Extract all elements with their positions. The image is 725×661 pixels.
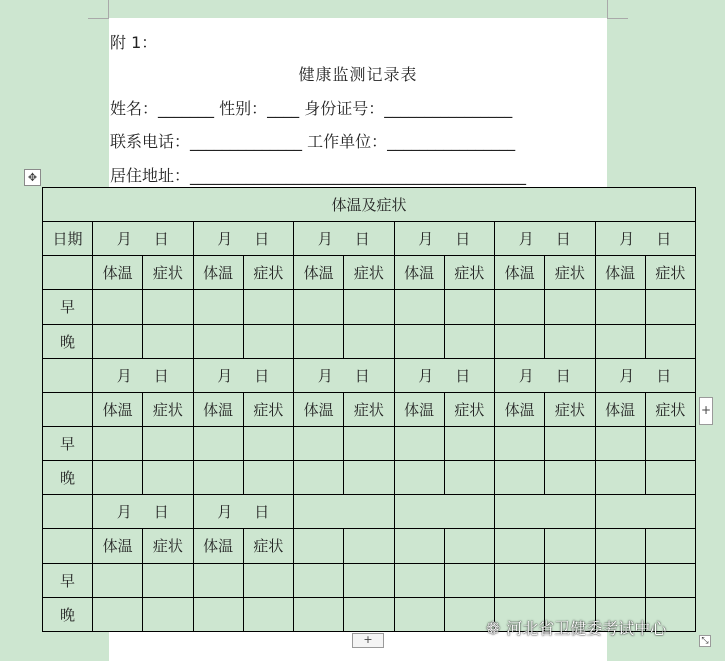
month-label: 月 [619, 366, 635, 385]
health-log-table [42, 187, 696, 632]
empty-cell[interactable] [495, 529, 545, 563]
entry-cell[interactable] [193, 597, 243, 631]
day-label: 日 [254, 366, 270, 385]
entry-cell[interactable] [193, 290, 243, 324]
id-label: 身份证号： [304, 99, 385, 118]
day-label: 日 [656, 230, 672, 249]
date-row [43, 358, 696, 392]
entry-cell[interactable] [394, 563, 444, 597]
entry-cell[interactable] [545, 426, 595, 460]
symptom-header: 症状 [645, 392, 695, 426]
phone-row [110, 129, 515, 152]
temperature-header: 体温 [193, 256, 243, 290]
entry-cell[interactable] [344, 324, 394, 358]
month-label: 月 [317, 230, 333, 249]
entry-cell[interactable] [294, 461, 344, 495]
entry-cell[interactable] [495, 563, 545, 597]
section-title-row [43, 188, 696, 222]
entry-cell[interactable] [394, 461, 444, 495]
date-cell [93, 222, 194, 256]
month-label: 月 [116, 366, 132, 385]
entry-cell[interactable] [93, 563, 143, 597]
symptom-header: 症状 [444, 256, 494, 290]
entry-cell[interactable] [344, 563, 394, 597]
id-blank[interactable]: ________________ [384, 99, 513, 118]
date-cell [193, 358, 294, 392]
empty-cell[interactable] [444, 529, 494, 563]
phone-label: 联系电话： [110, 132, 191, 151]
entry-cell[interactable] [143, 426, 193, 460]
empty-cell[interactable] [294, 529, 344, 563]
empty-date-cell[interactable] [495, 495, 596, 529]
morning-label: 早 [43, 290, 93, 324]
address-label: 居住地址： [110, 166, 191, 185]
symptom-header: 症状 [545, 392, 595, 426]
month-label: 月 [217, 366, 233, 385]
month-label: 月 [116, 230, 132, 249]
entry-cell[interactable] [294, 563, 344, 597]
month-label: 月 [518, 366, 534, 385]
entry-cell[interactable] [243, 324, 293, 358]
symptom-header: 症状 [143, 392, 193, 426]
entry-cell[interactable] [545, 290, 595, 324]
temperature-header: 体温 [294, 256, 344, 290]
subheader-row [43, 256, 696, 290]
temperature-header: 体温 [394, 256, 444, 290]
month-label: 月 [317, 366, 333, 385]
entry-cell[interactable] [344, 597, 394, 631]
morning-label: 早 [43, 426, 93, 460]
symptom-header: 症状 [344, 392, 394, 426]
month-label: 月 [217, 230, 233, 249]
symptom-header: 症状 [243, 529, 293, 563]
date-cell [595, 358, 696, 392]
entry-cell[interactable] [444, 324, 494, 358]
date-cell [193, 495, 294, 529]
entry-cell[interactable] [294, 426, 344, 460]
temperature-header: 体温 [595, 256, 645, 290]
temperature-header: 体温 [495, 392, 545, 426]
crop-mark [607, 18, 628, 19]
month-label: 月 [619, 230, 635, 249]
entry-cell[interactable] [93, 426, 143, 460]
month-label: 月 [518, 230, 534, 249]
morning-row [43, 563, 696, 597]
entry-cell[interactable] [143, 563, 193, 597]
gender-blank[interactable]: ____ [267, 99, 300, 118]
address-row [110, 163, 526, 186]
name-row [110, 96, 512, 119]
entry-cell[interactable] [394, 324, 444, 358]
entry-cell[interactable] [595, 426, 645, 460]
address-blank[interactable]: __________________________________________ [190, 166, 527, 185]
morning-row [43, 426, 696, 460]
date-cell [294, 222, 395, 256]
entry-cell[interactable] [545, 461, 595, 495]
entry-cell[interactable] [595, 563, 645, 597]
temperature-header: 体温 [93, 392, 143, 426]
day-label: 日 [656, 366, 672, 385]
entry-cell[interactable] [193, 461, 243, 495]
entry-cell[interactable] [243, 290, 293, 324]
month-label: 月 [217, 503, 233, 522]
empty-date-cell[interactable] [595, 495, 696, 529]
entry-cell[interactable] [344, 426, 394, 460]
day-label: 日 [455, 230, 471, 249]
evening-label: 晚 [43, 461, 93, 495]
phone-blank[interactable]: ______________ [190, 132, 303, 151]
annex-label: 附 1： [110, 33, 158, 52]
morning-row [43, 290, 696, 324]
symptom-header: 症状 [243, 256, 293, 290]
empty-cell[interactable] [344, 529, 394, 563]
symptom-header: 症状 [344, 256, 394, 290]
entry-cell[interactable] [93, 290, 143, 324]
wechat-icon: ❁ [486, 619, 501, 639]
temperature-header: 体温 [294, 392, 344, 426]
date-row [43, 222, 696, 256]
entry-cell[interactable] [344, 461, 394, 495]
empty-cell[interactable] [595, 529, 645, 563]
entry-cell[interactable] [595, 324, 645, 358]
form-title: 健康监测记录表 [298, 65, 418, 84]
evening-row [43, 324, 696, 358]
date-label: 日期 [43, 222, 93, 256]
crop-mark [88, 18, 109, 19]
crop-mark [108, 0, 109, 18]
name-label: 姓名： [110, 99, 159, 118]
temperature-header: 体温 [394, 392, 444, 426]
symptom-header: 症状 [645, 256, 695, 290]
month-label: 月 [116, 503, 132, 522]
blank-cell [43, 392, 93, 426]
entry-cell[interactable] [193, 563, 243, 597]
name-blank[interactable]: _______ [158, 99, 215, 118]
symptom-header: 症状 [143, 256, 193, 290]
blank-cell [43, 256, 93, 290]
entry-cell[interactable] [495, 324, 545, 358]
empty-date-cell[interactable] [294, 495, 395, 529]
symptom-header: 症状 [243, 392, 293, 426]
entry-cell[interactable] [143, 597, 193, 631]
empty-cell[interactable] [394, 529, 444, 563]
symptom-header: 症状 [545, 256, 595, 290]
day-label: 日 [455, 366, 471, 385]
entry-cell[interactable] [545, 563, 595, 597]
temperature-header: 体温 [193, 529, 243, 563]
day-label: 日 [354, 366, 370, 385]
work-label: 工作单位： [307, 132, 388, 151]
entry-cell[interactable] [645, 324, 695, 358]
month-label: 月 [418, 230, 434, 249]
entry-cell[interactable] [193, 324, 243, 358]
entry-cell[interactable] [495, 461, 545, 495]
date-cell [394, 358, 495, 392]
symptom-header: 症状 [143, 529, 193, 563]
entry-cell[interactable] [645, 426, 695, 460]
entry-cell[interactable] [444, 461, 494, 495]
temperature-header: 体温 [193, 392, 243, 426]
evening-label: 晚 [43, 324, 93, 358]
entry-cell[interactable] [495, 426, 545, 460]
month-label: 月 [418, 366, 434, 385]
section-title: 体温及症状 [43, 188, 696, 222]
blank-cell [43, 495, 93, 529]
entry-cell[interactable] [243, 597, 293, 631]
subheader-row [43, 529, 696, 563]
entry-cell[interactable] [394, 426, 444, 460]
entry-cell[interactable] [394, 597, 444, 631]
empty-cell[interactable] [545, 529, 595, 563]
entry-cell[interactable] [294, 290, 344, 324]
day-label: 日 [254, 503, 270, 522]
entry-cell[interactable] [93, 597, 143, 631]
blank-cell [43, 358, 93, 392]
entry-cell[interactable] [645, 461, 695, 495]
table-resize-icon[interactable]: ⤡ [699, 635, 711, 647]
temperature-header: 体温 [93, 529, 143, 563]
entry-cell[interactable] [93, 324, 143, 358]
add-column-button[interactable]: + [699, 397, 713, 425]
entry-cell[interactable] [495, 290, 545, 324]
entry-cell[interactable] [243, 426, 293, 460]
temperature-header: 体温 [93, 256, 143, 290]
date-cell [595, 222, 696, 256]
entry-cell[interactable] [143, 290, 193, 324]
temperature-header: 体温 [595, 392, 645, 426]
day-label: 日 [555, 230, 571, 249]
entry-cell[interactable] [444, 290, 494, 324]
date-cell [193, 222, 294, 256]
day-label: 日 [555, 366, 571, 385]
entry-cell[interactable] [595, 461, 645, 495]
day-label: 日 [354, 230, 370, 249]
entry-cell[interactable] [595, 290, 645, 324]
empty-date-cell[interactable] [394, 495, 495, 529]
evening-row [43, 461, 696, 495]
table-move-icon[interactable]: ✥ [24, 169, 41, 186]
gender-label: 性别： [219, 99, 268, 118]
entry-cell[interactable] [444, 563, 494, 597]
entry-cell[interactable] [645, 290, 695, 324]
date-cell [495, 358, 596, 392]
entry-cell[interactable] [444, 426, 494, 460]
day-label: 日 [254, 230, 270, 249]
date-row [43, 495, 696, 529]
symptom-header: 症状 [444, 392, 494, 426]
date-cell [495, 222, 596, 256]
entry-cell[interactable] [645, 563, 695, 597]
date-cell [394, 222, 495, 256]
entry-cell[interactable] [394, 290, 444, 324]
entry-cell[interactable] [143, 324, 193, 358]
add-row-button[interactable]: + [352, 633, 384, 648]
entry-cell[interactable] [93, 461, 143, 495]
date-cell [93, 358, 194, 392]
watermark [486, 616, 666, 639]
entry-cell[interactable] [243, 461, 293, 495]
temperature-header: 体温 [495, 256, 545, 290]
entry-cell[interactable] [193, 426, 243, 460]
entry-cell[interactable] [294, 324, 344, 358]
evening-label: 晚 [43, 597, 93, 631]
day-label: 日 [153, 503, 169, 522]
blank-cell [43, 529, 93, 563]
watermark-text: 河北省卫健委考试中心 [506, 619, 667, 638]
day-label: 日 [153, 230, 169, 249]
entry-cell[interactable] [243, 563, 293, 597]
date-cell [294, 358, 395, 392]
entry-cell[interactable] [344, 290, 394, 324]
morning-label: 早 [43, 563, 93, 597]
subheader-row [43, 392, 696, 426]
entry-cell[interactable] [294, 597, 344, 631]
entry-cell[interactable] [143, 461, 193, 495]
date-cell [93, 495, 194, 529]
entry-cell[interactable] [545, 324, 595, 358]
work-blank[interactable]: ________________ [387, 132, 516, 151]
empty-cell[interactable] [645, 529, 695, 563]
day-label: 日 [153, 366, 169, 385]
crop-mark [607, 0, 608, 18]
